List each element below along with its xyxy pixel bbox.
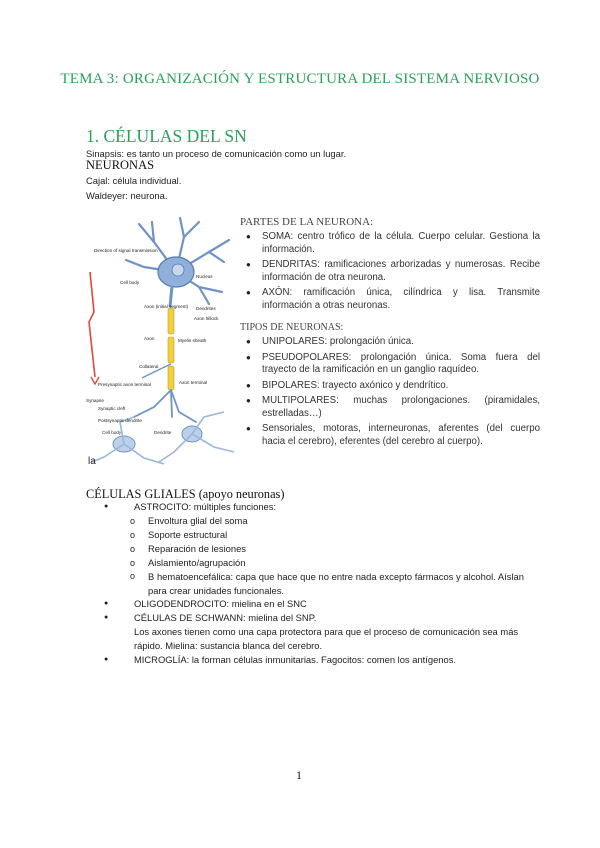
sub-bullet-icon: o bbox=[130, 516, 136, 526]
astro-item-text: Envoltura glial del soma bbox=[148, 515, 248, 526]
label-postsynaptic: Postsynaptic dendrite bbox=[98, 418, 142, 423]
sub-bullet-icon: o bbox=[130, 571, 136, 581]
label-nucleus: Nucleus bbox=[196, 274, 213, 279]
label-axon-initial: Axon (initial segment) bbox=[144, 304, 189, 309]
intro-text: Sinapsis: es tanto un proceso de comunicación como un lugar. bbox=[86, 148, 347, 159]
gliales-item-microglia: ● MICROGLÍA: la forman células inmunitarias. Fagocitos: comen los antígenos. bbox=[104, 653, 524, 667]
label-cell-body: Cell body bbox=[120, 280, 140, 285]
astro-item bbox=[104, 514, 524, 528]
label-axon: Axon bbox=[144, 336, 155, 341]
label-direction: Direction of signal transmission bbox=[94, 248, 158, 253]
sub-bullet-icon: o bbox=[130, 558, 136, 568]
sub-bullet-icon: o bbox=[130, 530, 136, 540]
tipos-item-pseudopolares: ● PSEUDOPOLARES: prolongación única. Soma fuera del trayecto de la ramificación en un ganglio raquídeo. bbox=[240, 352, 540, 377]
astro-item-text: Aislamiento/agrupación bbox=[148, 557, 246, 568]
label-axon-hillock: Axon hillock bbox=[194, 316, 219, 321]
gliales-item-astrocito: ● ASTROCITO: múltiples funciones: bbox=[104, 500, 524, 514]
label-collateral: Collateral bbox=[139, 364, 159, 369]
label-myelin: Myelin sheath bbox=[178, 338, 207, 343]
astro-item bbox=[104, 556, 524, 570]
label-synapse: Synapse bbox=[86, 398, 104, 403]
tipos-heading: TIPOS DE NEURONAS: bbox=[240, 322, 344, 333]
page-number: 1 bbox=[296, 768, 302, 782]
astro-item bbox=[104, 542, 524, 556]
label-la: la bbox=[88, 456, 96, 467]
neuron-text-column bbox=[240, 216, 540, 448]
label-cell-body-2: Cell body bbox=[102, 430, 122, 435]
label-presynaptic: Presynaptic axon terminal bbox=[98, 382, 151, 387]
tipos-item-unipolares: ● UNIPOLARES: prolongación única. bbox=[240, 336, 540, 349]
document-title: TEMA 3: ORGANIZACIÓN Y ESTRUCTURA DEL SISTEMA NERVIOSO bbox=[60, 71, 540, 87]
partes-item-axon: ● AXÓN: ramificación única, cilíndrica y lisa. Transmite información a otras neuronas. bbox=[240, 287, 540, 312]
gliales-item-schwann: ● CÉLULAS DE SCHWANN: mielina del SNP. bbox=[104, 611, 524, 625]
partes-item-soma: ● SOMA: centro trófico de la célula. Cuerpo celular. Gestiona la información. bbox=[240, 231, 540, 256]
waldeyer-text: Waldeyer: neurona. bbox=[86, 190, 168, 201]
label-axon-terminal: Axon terminal bbox=[179, 380, 208, 385]
cajal-text: Cajal: célula individual. bbox=[86, 175, 182, 186]
sub-bullet-icon: o bbox=[130, 544, 136, 554]
label-dendrite: Dendrite bbox=[154, 430, 172, 435]
neuronas-heading: NEURONAS bbox=[86, 158, 155, 172]
gliales-list bbox=[104, 500, 524, 667]
astro-item-text: B hematoencefálica: capa que hace que no entre nada excepto fármacos y alcohol. Aíslan para crear unidades funcionales. bbox=[148, 571, 524, 596]
partes-heading: PARTES DE LA NEURONA: bbox=[240, 216, 374, 228]
neuron-figure bbox=[84, 212, 242, 470]
astro-item bbox=[104, 570, 524, 597]
label-dendrites: Dendrites bbox=[196, 306, 216, 311]
astro-item-text: Reparación de lesiones bbox=[148, 543, 246, 554]
partes-item-dendritas: ● DENDRITAS: ramificaciones arborizadas y numerosas. Recibe información de otra neurona. bbox=[240, 259, 540, 284]
tipos-item-sensoriales: ● Sensoriales, motoras, interneuronas, aferentes (del cuerpo hacia el cerebro), eferentes (del cerebro al cuerpo). bbox=[240, 423, 540, 448]
tipos-item-bipolares: ● BIPOLARES: trayecto axónico y dendrítico. bbox=[240, 380, 540, 393]
gliales-item-oligo: ● OLIGODENDROCITO: mielina en el SNC bbox=[104, 597, 524, 611]
gliales-heading: CÉLULAS GLIALES (apoyo neuronas) bbox=[86, 487, 285, 501]
astro-item bbox=[104, 528, 524, 542]
label-synaptic-cleft: Synaptic cleft bbox=[98, 406, 126, 411]
section-heading: 1. CÉLULAS DEL SN bbox=[86, 126, 247, 146]
schwann-continuation: Los axones tienen como una capa protectora para que el proceso de comunicación sea más rápido. Mielina: sustancia blanca del cerebro. bbox=[134, 626, 519, 651]
tipos-item-multipolares: ● MULTIPOLARES: muchas prolongaciones. (piramidales, estrelladas…) bbox=[240, 395, 540, 420]
astro-item-text: Soporte estructural bbox=[148, 529, 228, 540]
